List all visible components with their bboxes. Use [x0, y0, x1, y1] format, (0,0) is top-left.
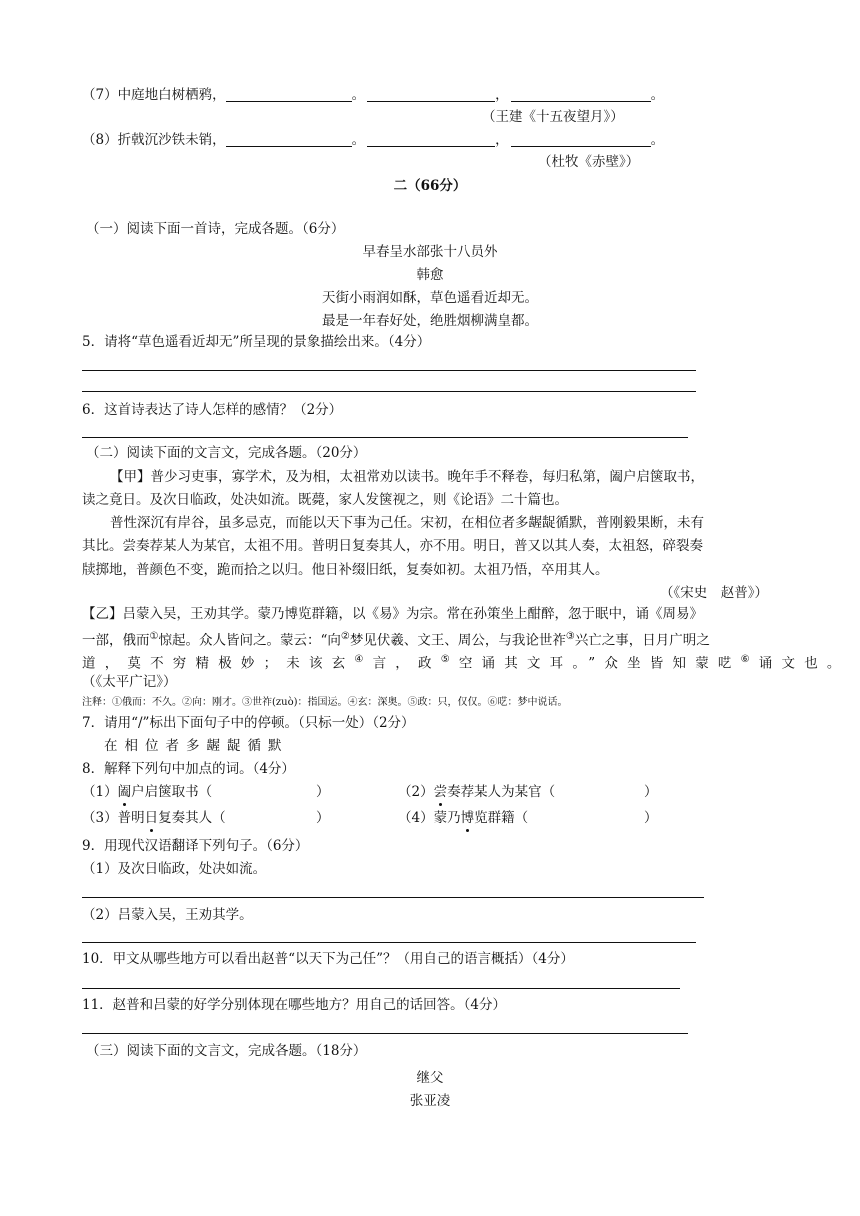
question-7-line	[82, 86, 664, 104]
question-8-item-4	[398, 809, 528, 827]
close-paren: ）	[316, 810, 330, 826]
question-8-source: （杜牧《赤壁》）	[538, 154, 640, 170]
part-3-intro: （三）阅读下面的文言文，完成各题。（18分）	[86, 1043, 367, 1059]
passage-jia-line: 牍掷地，普颜色不变，跪而拾之以归。他日补缀旧纸，复奏如初。太祖乃悟，卒用其人。	[82, 562, 609, 578]
passage-text: 梦见伏羲、文王、周公，与我论世祚	[349, 632, 566, 649]
close-paren: ）	[316, 784, 330, 800]
answer-blank[interactable]	[511, 87, 651, 102]
question-7: 7．请用“/”标出下面句子中的停顿。（只标一处）（2分）	[82, 715, 415, 731]
question-8-item-2	[398, 783, 555, 801]
footnote-mark: ④	[354, 654, 373, 665]
footnote-mark: ③	[565, 631, 575, 642]
poem-line-1: 天街小雨润如酥，草色遥看近却无。	[322, 290, 538, 306]
footnote-mark: ②	[340, 631, 350, 642]
answer-blank[interactable]	[226, 87, 352, 102]
answer-blank[interactable]	[511, 132, 651, 147]
footnote-mark: ⑤	[440, 654, 459, 665]
question-7-source: （王建《十五夜望月》）	[482, 109, 624, 125]
dotted-word: 博	[460, 810, 475, 826]
passage-text: 空诵其文耳。”众坐皆知蒙呓	[458, 655, 741, 672]
punctuation: 。	[650, 132, 665, 148]
passage-text: 惊起。众人皆问之。蒙云：“向	[158, 632, 341, 649]
question-9-item-1: （1）及次日临政，处决如流。	[82, 861, 267, 877]
passage-jia-line: 【甲】普少习吏事，寡学术，及为相，太祖常劝以读书。晚年手不释卷，每归私第，阖户启箧取书，	[110, 469, 704, 485]
part-1-intro: （一）阅读下面一首诗，完成各题。（6分）	[86, 221, 345, 237]
item-number: （4）蒙乃	[398, 810, 461, 826]
punctuation: ，	[495, 87, 509, 103]
question-8-item-1	[82, 783, 212, 801]
punctuation: ，	[495, 132, 509, 148]
close-paren: ）	[644, 784, 658, 800]
passage-jia-line: 读之竟日。及次日临政，处决如流。既薨，家人发箧视之，则《论语》二十篇也。	[82, 492, 568, 508]
answer-line[interactable]	[82, 988, 680, 989]
passage-jia-line: 其比。尝奏荐某人为某官，太祖不用。普明日复奏其人，亦不用。明日，普又以其人奏，太祖怒，碎裂奏	[82, 538, 703, 554]
question-7-sentence[interactable]: 在相位者多龌龊循默	[104, 738, 289, 754]
passage-yi-line	[82, 628, 710, 650]
answer-line[interactable]	[82, 370, 696, 371]
dotted-word: 日	[144, 810, 159, 826]
item-number: （2）	[398, 784, 434, 800]
item-text: 复奏其人（	[158, 810, 226, 826]
passage-text: 兴亡之事，日月广明之	[574, 632, 710, 649]
question-8-text: （8）折戟沉沙铁未销，	[82, 132, 226, 148]
passage-yi-line: 【乙】吕蒙入吴，王劝其学。蒙乃博览群籍，以《易》为宗。常在孙策坐上酣醉，忽于眠中，诵《周易》	[82, 606, 703, 622]
part-2-intro: （二）阅读下面的文言文，完成各题。（20分）	[86, 445, 367, 461]
passage-text: 一部，俄而	[82, 632, 150, 649]
poem-line-2: 最是一年春好处，绝胜烟柳满皇都。	[322, 313, 538, 329]
footnote-mark: ⑥	[740, 654, 759, 665]
notes: 注释：①俄而：不久。②向：刚才。③世祚(zuò)：指国运。④玄：深奥。⑤政：只，仅仅。⑥呓：梦中说话。	[82, 697, 568, 708]
answer-line[interactable]	[82, 391, 696, 392]
question-9-item-2: （2）吕蒙入吴，王劝其学。	[82, 907, 253, 923]
answer-blank[interactable]	[226, 132, 352, 147]
dotted-word: 尝	[433, 784, 448, 800]
question-6: 6．这首诗表达了诗人怎样的感情？（2分）	[82, 402, 343, 418]
answer-line[interactable]	[82, 897, 704, 898]
item-number: （1）	[82, 784, 118, 800]
section-2-title: 二（66分）	[393, 178, 467, 194]
passage-text: 道，莫不穷精极妙；未该玄	[82, 655, 355, 672]
question-11: 11．赵普和吕蒙的好学分别体现在哪些地方？用自己的话回答。（4分）	[82, 997, 507, 1013]
article-title: 继父	[416, 1070, 444, 1086]
question-5: 5．请将“草色遥看近却无”所呈现的景象描绘出来。（4分）	[82, 334, 431, 350]
question-9: 9．用现代汉语翻译下列句子。（6分）	[82, 838, 309, 854]
question-8-line	[82, 131, 664, 149]
passage-text: 诵文也。	[758, 655, 850, 672]
passage-jia-line: 普性深沉有岸谷，虽多忌克，而能以天下事为己任。宋初，在相位者多龌龊循默，普刚毅果断，未有	[110, 515, 704, 531]
question-8-item-3	[82, 809, 226, 827]
passage-yi-line	[82, 651, 850, 673]
question-10: 10．甲文从哪些地方可以看出赵普“以天下为己任”？（用自己的语言概括）（4分）	[82, 951, 574, 967]
close-paren: ）	[644, 810, 658, 826]
passage-text: 言，政	[372, 655, 441, 672]
question-7-text: （7）中庭地白树栖鸦，	[82, 87, 226, 103]
item-text: 览群籍（	[474, 810, 529, 826]
punctuation: 。	[650, 87, 665, 103]
answer-line[interactable]	[82, 942, 696, 943]
poem-title: 早春呈水部张十八员外	[362, 244, 498, 260]
answer-blank[interactable]	[367, 87, 495, 102]
item-text: 户启箧取书（	[131, 784, 213, 800]
footnote-mark: ①	[149, 631, 159, 642]
article-author: 张亚凌	[409, 1093, 451, 1109]
answer-line[interactable]	[82, 437, 688, 438]
item-number: （3）普明	[82, 810, 145, 826]
passage-yi-source: （《太平广记》）	[82, 674, 177, 690]
answer-blank[interactable]	[367, 132, 495, 147]
question-8: 8．解释下列句中加点的词。（4分）	[82, 761, 295, 777]
punctuation: 。	[351, 87, 366, 103]
passage-jia-source: （《宋史 赵普》）	[660, 585, 768, 601]
punctuation: 。	[351, 132, 366, 148]
item-text: 奏荐某人为某官（	[447, 784, 556, 800]
dotted-word: 阖	[117, 784, 132, 800]
poem-author: 韩愈	[416, 267, 444, 283]
answer-line[interactable]	[82, 1033, 688, 1034]
